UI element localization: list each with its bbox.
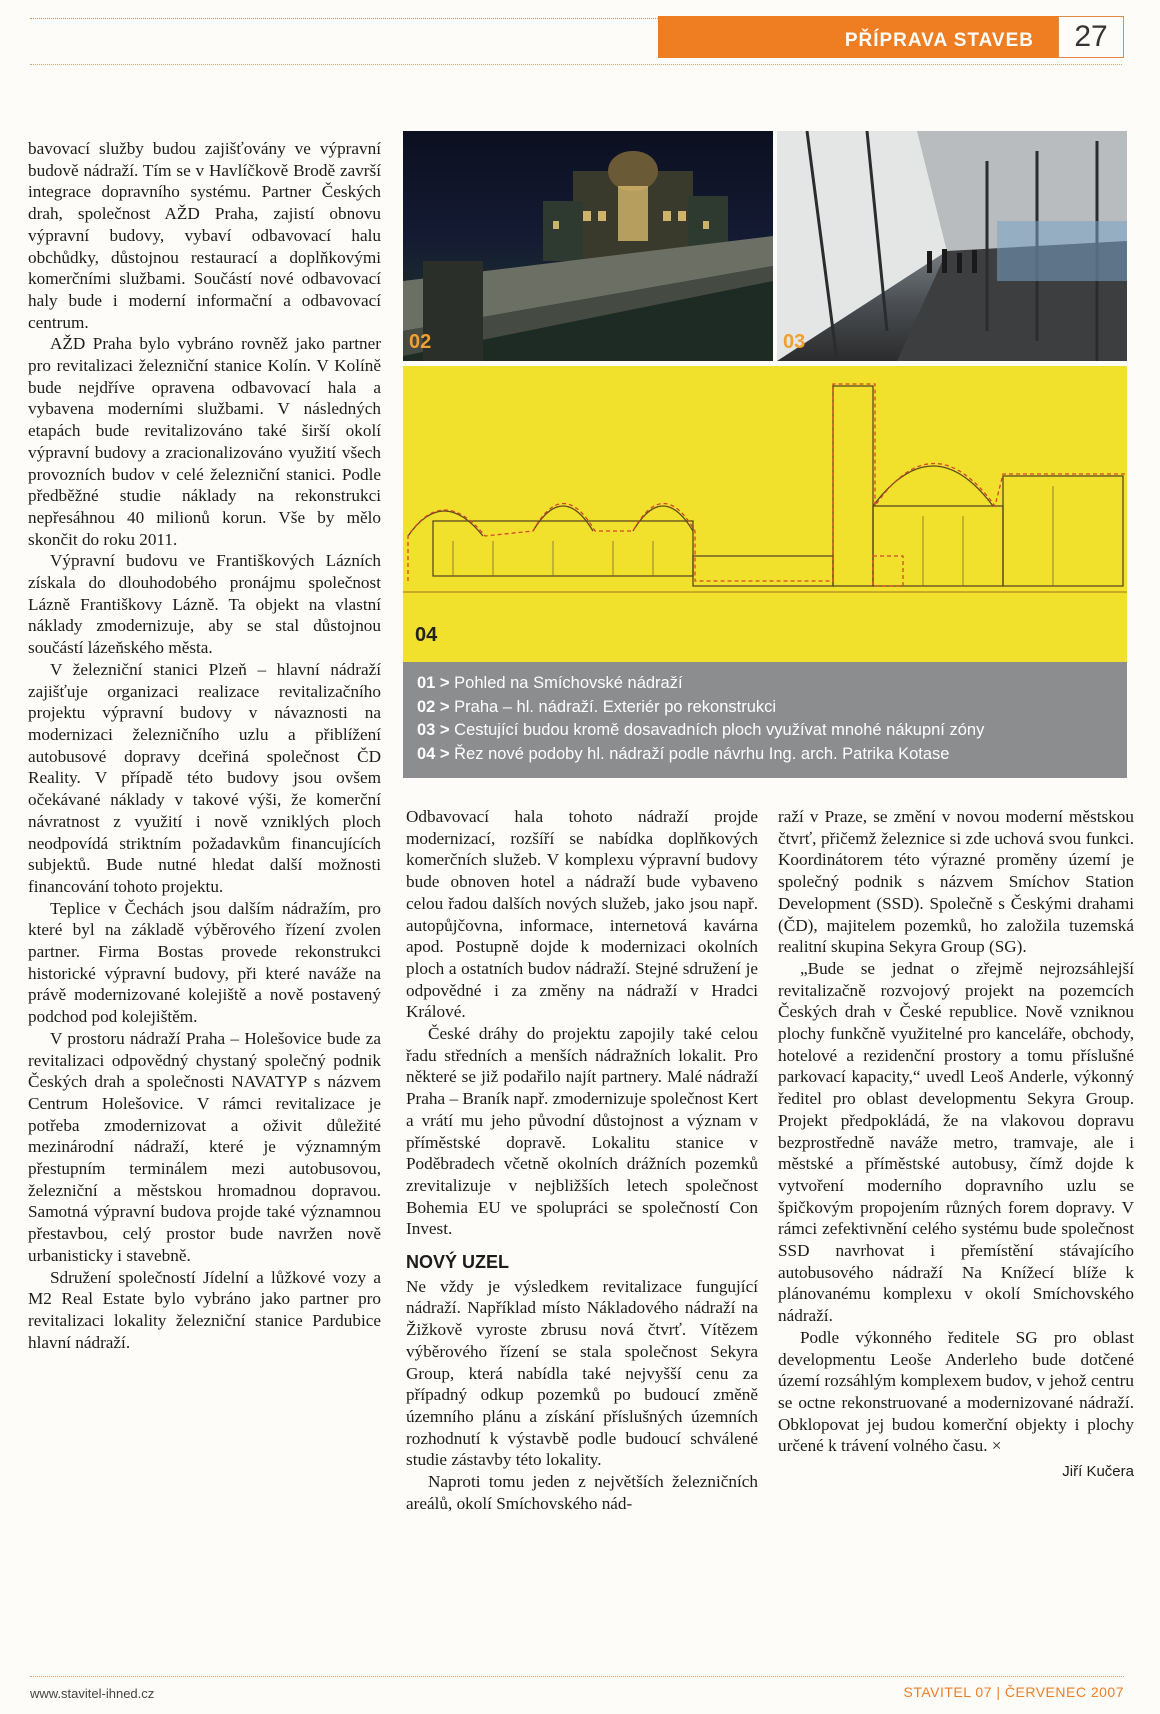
concourse-illustration <box>777 131 1127 361</box>
section-title: PŘÍPRAVA STAVEB <box>658 16 1058 58</box>
caption-number: 03 > <box>417 721 450 739</box>
footer-issue: STAVITEL 07 | ČERVENEC 2007 <box>903 1684 1124 1700</box>
article-column-3 <box>778 806 1134 1483</box>
caption-line <box>417 743 1113 767</box>
author-name: Jiří Kučera <box>1062 1463 1134 1481</box>
paragraph: Odbavovací hala tohoto nádraží projde modernizací, rozšíří se nabídka doplňkových komerčních služeb. V komplexu výpravní budovy bude obnoven hotel a nádraží bude vybaveno celou řadou dalších nových služeb, jako jsou např. autopůjčovna, informace, internetová kavárna apod. Postupně dojde k modernizaci okolních ploch a ostatních budov nádraží. Stejné sdružení je odpovědné i za změny na nádraží v Hradci Králové. <box>406 807 758 1022</box>
diagram-label: 04 <box>415 624 438 646</box>
footer-website: www.stavitel-ihned.cz <box>30 1686 155 1701</box>
photo-label: 02 <box>409 331 432 353</box>
photo-station-exterior <box>403 131 773 361</box>
paragraph: AŽD Praha bylo vybráno rovněž jako partner pro revitalizaci železniční stanice Kolín. V Kolíně bude nejdříve opravena odbavovací hala a vybavena moderními službami. V následných etapách bude revitalizováno také širší okolí výpravní budovy a zracionalizováno využití všech provozních budov v celé železniční stanici. Podle předběžné studie náklady na rekonstrukci nepřesáhnou 40 milionů korun. Vše by mělo skončit do roku 2011. <box>28 334 381 549</box>
paragraph: V železniční stanici Plzeň – hlavní nádraží zajišťuje organizaci realizace revitalizačního projektu výpravní budovy v návaznosti na modernizaci železničního uzlu a přiblížení autobusové dopravy dceřiná společnost ČD Reality. V případě této budovy jsou ovšem očekávané náklady v takové výši, že komerční návratnost z využití i nově vzniklých ploch neodpovídá striktním požadavkům financujících subjektů. Bude nutné hledat další možnosti financování tohoto projektu. <box>28 659 381 896</box>
article-column-1 <box>28 138 381 1353</box>
caption-line <box>417 696 1113 720</box>
caption-line <box>417 719 1113 743</box>
paragraph: Ne vždy je výsledkem revitalizace fungující nádraží. Například místo Nákladového nádraží na Žižkově vyroste zbrusu nová čtvrť. Vítězem výběrového řízení se stala společnost Sekyra Group, která nabídla také nejvyšší cenu za případný odkup pozemků po budoucí změně územního plánu a získání příslušných územních rozhodnutí k výstavbě podle budoucí schválené studie zástavby této lokality. <box>406 1276 758 1470</box>
paragraph: Výpravní budovu ve Františkových Lázních získala do dlouhodobého pronájmu společnost Lázně Františkovy Lázně. Ta objekt na vlastní náklady zmodernizuje, aby se stal důstojnou součástí lázeňského města. <box>28 551 381 658</box>
caption-number: 04 > <box>417 744 450 763</box>
caption-line <box>417 672 1113 696</box>
figure-captions <box>403 662 1127 778</box>
header-rule-lower <box>30 64 1122 65</box>
header-rule <box>30 18 658 19</box>
section-subheading: NOVÝ UZEL <box>406 1252 510 1273</box>
caption-number: 01 > <box>417 674 450 692</box>
caption-text: Pohled na Smíchovské nádraží <box>454 674 683 692</box>
footer-rule <box>30 1676 1124 1677</box>
paragraph: „Bude se jednat o zřejmě nejrozsáhlejší revitalizačně rozvojový projekt na pozemcích Českých drah v České republice. Nově vzniknou plochy funkčně využitelné pro kanceláře, obchody, hotelové a rezidenční prostory a tomu příslušné parkovací kapacity,“ uvedl Leoš Anderle, výkonný ředitel pro oblast developmentu Sekyra Group. Projekt předpokládá, že na vlakovou dopravu bezprostředně naváže metro, tramvaje, ale i městské a příměstské autobusy, čímž dojde k vytvoření moderního dopravního uzlu se špičkovým propojením různých forem dopravy. V rámci zefektivnění celého systému bude společnost SSD navrhovat i přemístění stávajícího autobusového nádraží Na Knížecí blíže k plánovanému komplexu v okolí Smíchovského nádraží. <box>778 958 1134 1326</box>
section-drawing <box>403 366 1127 662</box>
station-night-illustration <box>403 131 773 361</box>
photo-station-concourse <box>777 131 1127 361</box>
paragraph: Sdružení společností Jídelní a lůžkové vozy a M2 Real Estate bylo vybráno jako partner pro revitalizaci lokality železniční stanice Pardubice hlavní nádraží. <box>28 1267 381 1352</box>
paragraph: Naproti tomu jeden z největších železničních areálů, okolí Smíchovského nád- <box>406 1472 758 1513</box>
caption-text: Praha – hl. nádraží. Exteriér po rekonstrukci <box>454 697 777 716</box>
building-section-illustration <box>403 366 1127 662</box>
paragraph: raží v Praze, se změní v novou moderní městskou čtvrť, přičemž železnice si zde uchová svou funkci. Koordinátorem této výrazné proměny území je společný podnik s názvem Smíchov Station Development (SSD). Společně s Českými drahami (ČD), majitelem pozemků, ho založila tuzemská realitní skupina Sekyra Group (SG). <box>778 807 1134 957</box>
paragraph: V prostoru nádraží Praha – Holešovice bude za revitalizaci odpovědný chystaný společný podnik Českých drah a společnosti NAVATYP s názvem Centrum Holešovice. V rámci revitalizace je potřeba zmodernizovat a oživit důležité mezinárodní nádraží, které je významným přestupním terminálem mezi autobusovou, železniční a městskou hromadnou dopravou. Samotná výpravní budova projde také významnou přestavbou, celý prostor bude navržen nově urbanisticky i stavebně. <box>28 1028 381 1265</box>
page-number: 27 <box>1058 16 1124 58</box>
paragraph: Podle výkonného ředitele SG pro oblast developmentu Leoše Anderleho bude dotčené území rozsáhlým komplexem budov, v jehož centru se octne rekonstruované a modernizované nádraží. Obklopovat jej budou komerční objekty i plochy určené k trávení volného času. × <box>778 1327 1134 1456</box>
caption-number: 02 > <box>417 697 450 716</box>
caption-text: Řez nové podoby hl. nádraží podle návrhu Ing. arch. Patrika Kotase <box>454 744 950 763</box>
photo-label: 03 <box>783 331 806 353</box>
paragraph: bavovací služby budou zajišťovány ve výpravní budově nádraží. Tím se v Havlíčkově Brodě završí integrace dopravního systému. Partner Českých drah, společnost AŽD Praha, zajistí obnovu výpravní budovy, vybaví odbavovací halu obchůdky, důstojnou restaurací a doplňkovými komerčními službami. Součástí nové odbavovací haly bude i moderní informační a odbavovací centrum. <box>28 139 381 332</box>
paragraph: České dráhy do projektu zapojily také celou řadu středních a menších nádražních lokalit. Pro některé se již podařilo najít partnery. Malé nádraží Praha – Braník např. zmodernizuje společnost Kert a vrátí mu jeho původní důstojnost a význam v příměstské dopravě. Lokalitu stanice v Poděbradech včetně okolních drážních pozemků zrevitalizuje v nejbližších letech společnost Bohemia EU ve spolupráci se společností Con Invest. <box>406 1024 758 1239</box>
article-column-2 <box>406 806 758 1515</box>
caption-text: Cestující budou kromě dosavadních ploch využívat mnohé nákupní zóny <box>454 721 985 739</box>
paragraph: Teplice v Čechách jsou dalším nádražím, pro které byl na základě výběrového řízení zvolen partner. Firma Bostas provede rekonstrukci historické výpravní budovy, při které naváže na právě modernizované kolejiště a nově postavený podchod pod kolejištěm. <box>28 898 381 1027</box>
